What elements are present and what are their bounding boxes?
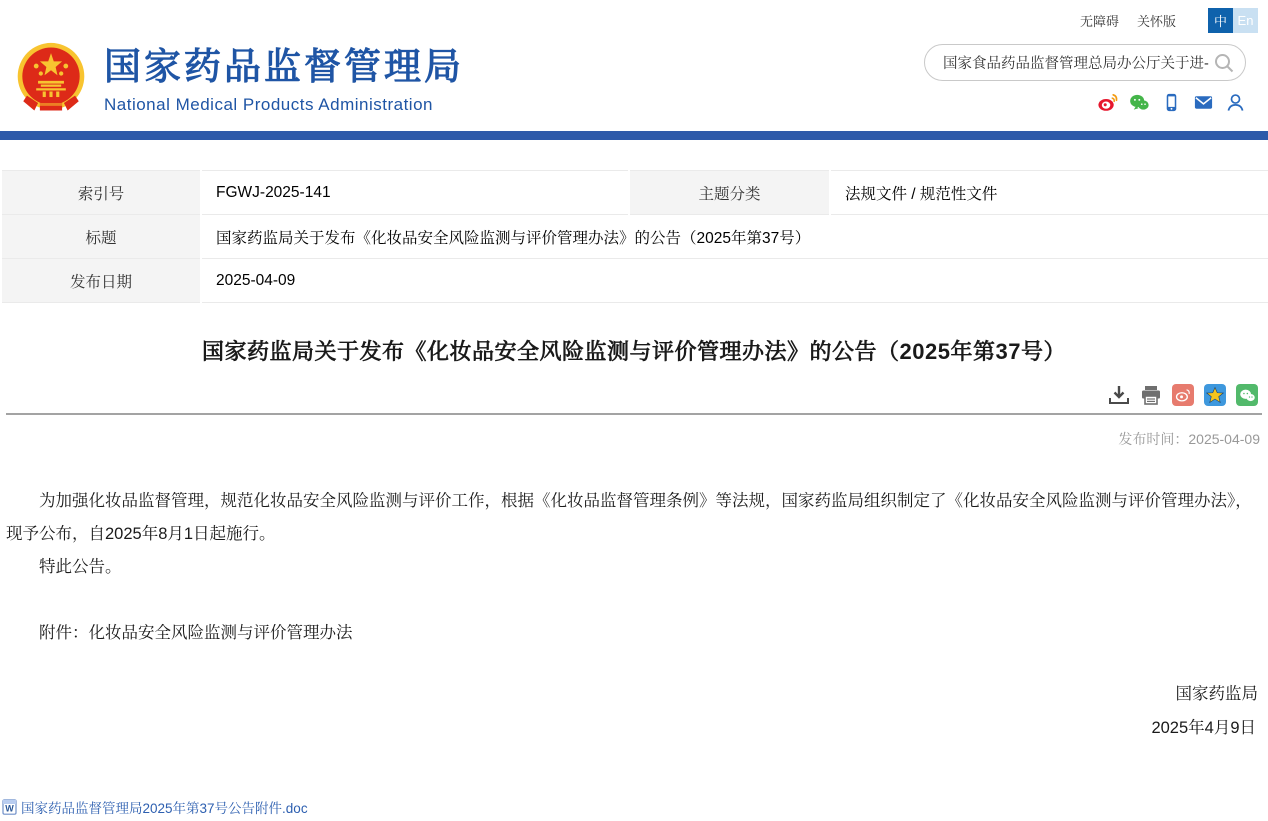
- lang-zh-button[interactable]: 中: [1208, 8, 1233, 33]
- publish-time: 发布时间：2025-04-09: [1118, 431, 1260, 447]
- title-divider: [6, 413, 1262, 415]
- lang-en-button[interactable]: En: [1233, 8, 1258, 33]
- table-row: [1, 259, 1268, 303]
- user-icon[interactable]: [1225, 92, 1246, 113]
- search-input[interactable]: [943, 55, 1213, 71]
- page-title: 国家药监局关于发布《化妆品安全风险监测与评价管理办法》的公告（2025年第37号）: [202, 339, 1066, 364]
- paragraph: 特此公告。: [39, 558, 122, 576]
- paragraph: 为加强化妆品监督管理，规范化妆品安全风险监测与评价工作，根据《化妆品监督管理条例》等法规，国家药监局组织制定了《化妆品安全风险监测与评价管理办法》，现予公布，自2025年8月1日起施行。: [6, 492, 1252, 543]
- document-info-table: [0, 170, 1268, 303]
- mobile-icon[interactable]: [1161, 92, 1182, 113]
- site-titles: [104, 40, 464, 115]
- national-emblem-logo: [14, 42, 88, 116]
- word-doc-icon: [2, 799, 17, 815]
- table-row: [1, 215, 1268, 259]
- svg-text:W: W: [5, 803, 14, 814]
- search-icon[interactable]: [1213, 52, 1235, 74]
- header-blue-bar: [0, 131, 1268, 140]
- site-title: 国家药品监督管理局: [104, 46, 464, 87]
- index-number-label: 索引号: [1, 171, 201, 215]
- table-row: [1, 171, 1268, 215]
- publish-date-value: 2025-04-09: [201, 259, 1268, 303]
- share-qzone-icon[interactable]: [1204, 384, 1226, 406]
- search-box: [924, 44, 1246, 81]
- site-subtitle: National Medical Products Administration: [104, 94, 433, 114]
- article-body: [6, 485, 1262, 650]
- accessibility-link[interactable]: 无障碍: [1079, 13, 1119, 29]
- article-toolbar: [6, 384, 1262, 406]
- email-icon[interactable]: [1193, 92, 1214, 113]
- signature-block: [6, 678, 1262, 745]
- brand: [14, 40, 464, 116]
- header-right: [924, 40, 1254, 116]
- print-icon[interactable]: [1140, 385, 1162, 405]
- publish-date-label: 发布日期: [1, 259, 201, 303]
- language-switcher: [1208, 8, 1258, 33]
- header: [0, 40, 1268, 116]
- attachment-row: [0, 797, 1268, 817]
- header-social-icons: [924, 92, 1254, 113]
- weibo-icon[interactable]: [1097, 92, 1118, 113]
- signature-date: 2025年4月9日: [1151, 719, 1256, 737]
- topbar: [0, 0, 1268, 40]
- topic-category-value: 法规文件 / 规范性文件: [830, 171, 1268, 215]
- article: [0, 335, 1268, 745]
- index-number-value: FGWJ-2025-141: [201, 171, 629, 215]
- attachment-link[interactable]: 国家药品监督管理局2025年第37号公告附件.doc: [21, 801, 308, 816]
- download-icon[interactable]: [1108, 385, 1130, 405]
- wechat-icon[interactable]: [1129, 92, 1150, 113]
- title-label: 标题: [1, 215, 201, 259]
- title-value: 国家药监局关于发布《化妆品安全风险监测与评价管理办法》的公告（2025年第37号）: [201, 215, 1268, 259]
- share-wechat-icon[interactable]: [1236, 384, 1258, 406]
- signature-org: 国家药监局: [1175, 685, 1258, 703]
- share-weibo-icon[interactable]: [1172, 384, 1194, 406]
- attachment-note: 附件：化妆品安全风险监测与评价管理办法: [39, 624, 353, 642]
- care-version-link[interactable]: 关怀版: [1136, 13, 1176, 29]
- topic-category-label: 主题分类: [629, 171, 830, 215]
